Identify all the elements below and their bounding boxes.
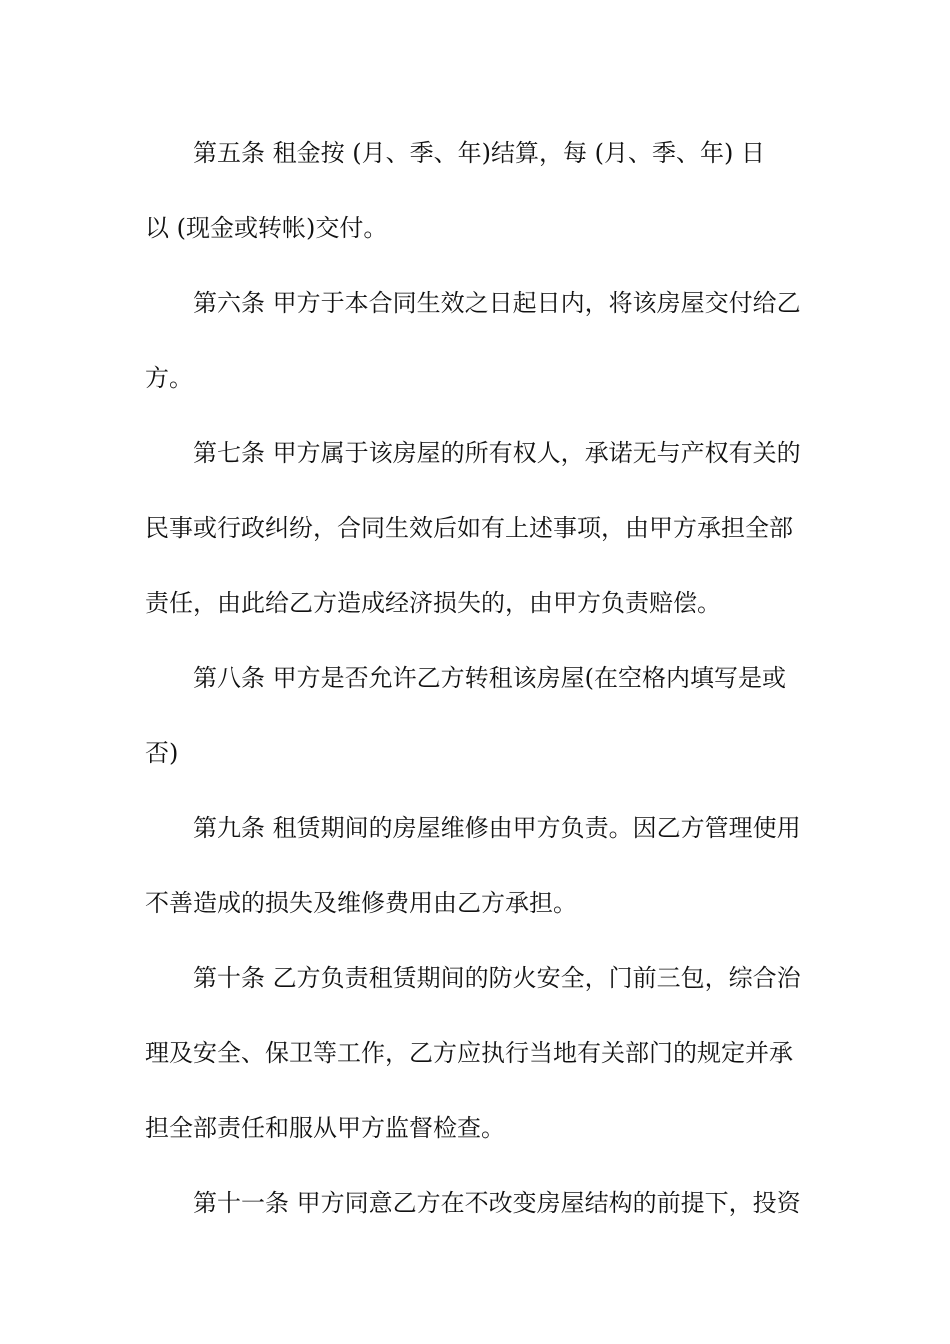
article-10-line-3: 担全部责任和服从甲方监督检查。 [145, 1114, 505, 1142]
article-9-line-2: 不善造成的损失及维修费用由乙方承担。 [145, 889, 577, 917]
article-10-line-1: 第十条 乙方负责租赁期间的防火安全，门前三包，综合治 [193, 964, 801, 992]
article-11-line-1: 第十一条 甲方同意乙方在不改变房屋结构的前提下，投资 [193, 1189, 801, 1217]
article-9-line-1: 第九条 租赁期间的房屋维修由甲方负责。因乙方管理使用 [193, 814, 801, 842]
article-8-line-2: 否) [145, 739, 179, 767]
article-7-line-2: 民事或行政纠纷，合同生效后如有上述事项，由甲方承担全部 [145, 514, 793, 542]
article-7-line-3: 责任，由此给乙方造成经济损失的，由甲方负责赔偿。 [145, 589, 721, 617]
article-7-line-1: 第七条 甲方属于该房屋的所有权人，承诺无与产权有关的 [193, 439, 801, 467]
article-5-line-1: 第五条 租金按 (月、季、年)结算，每 (月、季、年) 日 [193, 139, 765, 167]
article-10-line-2: 理及安全、保卫等工作，乙方应执行当地有关部门的规定并承 [145, 1039, 793, 1067]
article-8-line-1: 第八条 甲方是否允许乙方转租该房屋(在空格内填写是或 [193, 664, 786, 692]
article-6-line-2: 方。 [145, 364, 193, 392]
article-5-line-2: 以 (现金或转帐)交付。 [145, 214, 388, 242]
article-6-line-1: 第六条 甲方于本合同生效之日起日内，将该房屋交付给乙 [193, 289, 801, 317]
